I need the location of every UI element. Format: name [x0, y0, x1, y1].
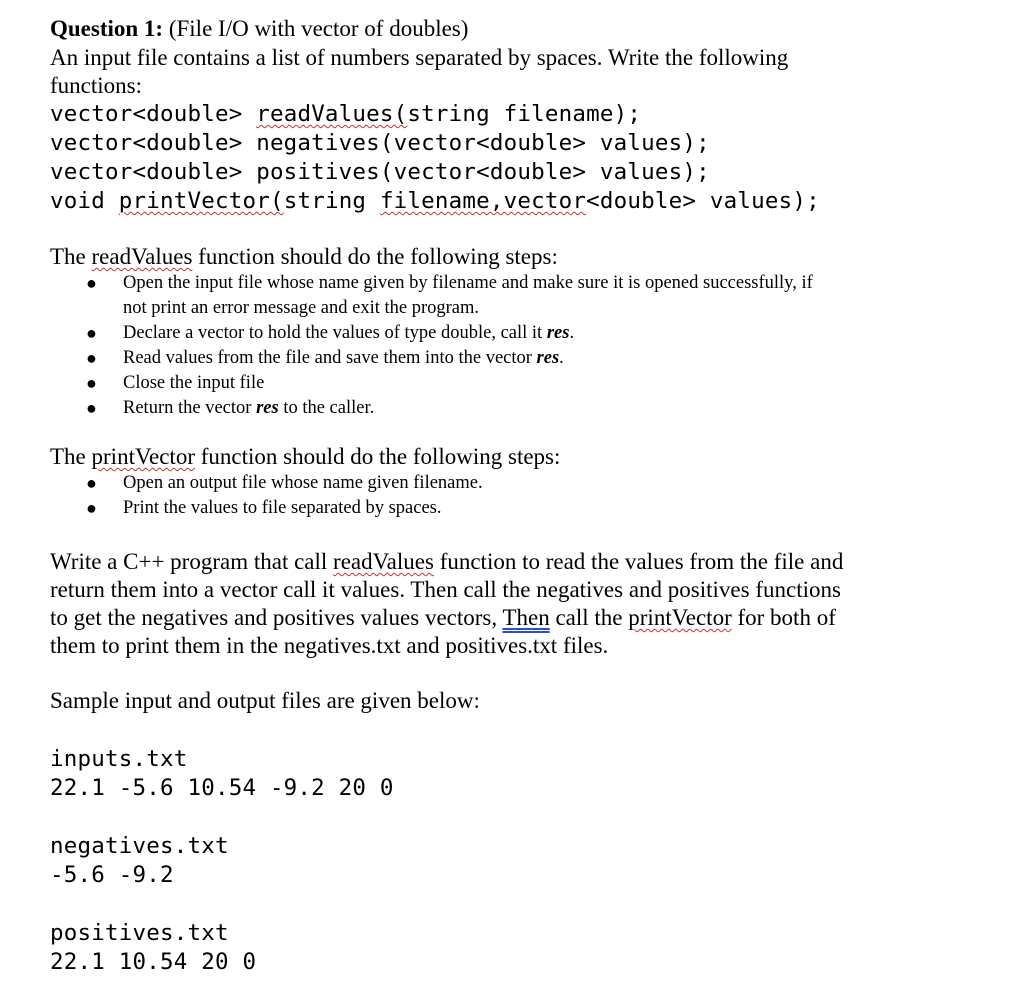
positives-file-values: 22.1 10.54 20 0	[50, 949, 257, 975]
bullet-icon: ●	[86, 323, 97, 343]
print-vector-steps	[50, 471, 930, 521]
list-item	[50, 371, 930, 396]
step-text: to the caller.	[278, 398, 375, 418]
signature-params-rest: <double> values);	[586, 188, 820, 214]
document-page	[50, 14, 930, 977]
bullet-icon: ●	[86, 473, 97, 493]
bullet-icon: ●	[86, 348, 97, 368]
heading-text: function should do the following steps:	[194, 444, 561, 469]
list-item	[50, 346, 930, 371]
bullet-icon: ●	[86, 398, 97, 418]
step-text: not print an error message and exit the program.	[123, 298, 480, 318]
heading-function-name: printVector	[91, 444, 195, 469]
list-item	[50, 271, 930, 321]
heading-text: function should do the following steps:	[192, 244, 558, 269]
paragraph-text: function to read the values from the file and	[433, 549, 844, 574]
question-title	[50, 14, 930, 44]
signature-negatives: vector<double> negatives(vector<double> values);	[50, 130, 710, 156]
signature-name: readValues(	[256, 101, 408, 127]
signature-type: vector<double>	[50, 101, 257, 127]
step-text: Print the values to file separated by spaces.	[123, 498, 442, 518]
variable-name: res	[256, 398, 279, 418]
step-text: Declare a vector to hold the values of type double, call it	[123, 323, 547, 343]
signature-name: printVector(	[118, 188, 284, 214]
list-item	[50, 471, 930, 496]
step-text: Open the input file whose name given by filename and make sure it is opened successfully, if	[123, 273, 813, 293]
program-line-1	[50, 548, 930, 576]
inputs-file-values: 22.1 -5.6 10.54 -9.2 20 0	[50, 775, 394, 801]
bullet-icon: ●	[86, 373, 97, 393]
paragraph-text: call the	[549, 605, 629, 630]
heading-text: The	[50, 244, 92, 269]
question-label: Question 1:	[50, 16, 164, 41]
signature-param-type: string	[283, 188, 380, 214]
program-paragraph	[50, 548, 930, 660]
list-item	[50, 321, 930, 346]
heading-function-name: readValues	[91, 244, 193, 269]
signature-read-values	[50, 100, 930, 129]
signature-type: void	[50, 188, 119, 214]
step-text: Return the vector	[123, 398, 257, 418]
positives-file-name: positives.txt	[50, 920, 229, 946]
step-text: Read values from the file and save them into the vector	[123, 348, 537, 368]
signature-positives: vector<double> positives(vector<double> values);	[50, 159, 710, 185]
paragraph-text: for both of	[731, 605, 836, 630]
signature-print-vector	[50, 187, 930, 216]
read-values-heading	[50, 243, 930, 271]
positives-file-block	[50, 919, 930, 977]
signature-params: string filename);	[407, 101, 642, 127]
paragraph-text: to get the negatives and positives values vectors,	[50, 605, 503, 630]
intro-line-2: functions:	[50, 73, 142, 98]
read-values-steps	[50, 271, 930, 421]
program-line-3	[50, 604, 930, 632]
bullet-icon: ●	[86, 498, 97, 518]
heading-text: The	[50, 444, 92, 469]
variable-name: res	[536, 348, 560, 368]
step-text: Open an output file whose name given filename.	[123, 473, 483, 493]
negatives-file-name: negatives.txt	[50, 833, 229, 859]
inputs-file-block	[50, 745, 930, 803]
program-line-4: them to print them in the negatives.txt and positives.txt files.	[50, 633, 609, 658]
print-vector-heading	[50, 443, 930, 471]
inputs-file-name: inputs.txt	[50, 746, 188, 772]
step-text: .	[569, 323, 575, 343]
question-topic: (File I/O with vector of doubles)	[163, 16, 469, 41]
negatives-file-values: -5.6 -9.2	[50, 862, 174, 888]
bullet-icon: ●	[86, 273, 97, 293]
function-name: readValues	[333, 549, 434, 574]
program-line-2: return them into a vector call it values. Then call the negatives and positives functions	[50, 577, 841, 602]
sample-intro: Sample input and output files are given below:	[50, 688, 480, 713]
step-text: Close the input file	[123, 373, 265, 393]
list-item	[50, 496, 930, 521]
negatives-file-block	[50, 832, 930, 890]
function-name: printVector	[628, 605, 732, 630]
step-text: .	[559, 348, 564, 368]
function-signatures	[50, 100, 930, 216]
list-item	[50, 396, 930, 421]
signature-params: filename,vector	[379, 188, 587, 214]
intro-line-1: An input file contains a list of numbers separated by spaces. Write the following	[50, 45, 789, 70]
variable-name: res	[546, 323, 570, 343]
grammar-flag: Then	[502, 605, 550, 630]
paragraph-text: Write a C++ program that call	[50, 549, 334, 574]
